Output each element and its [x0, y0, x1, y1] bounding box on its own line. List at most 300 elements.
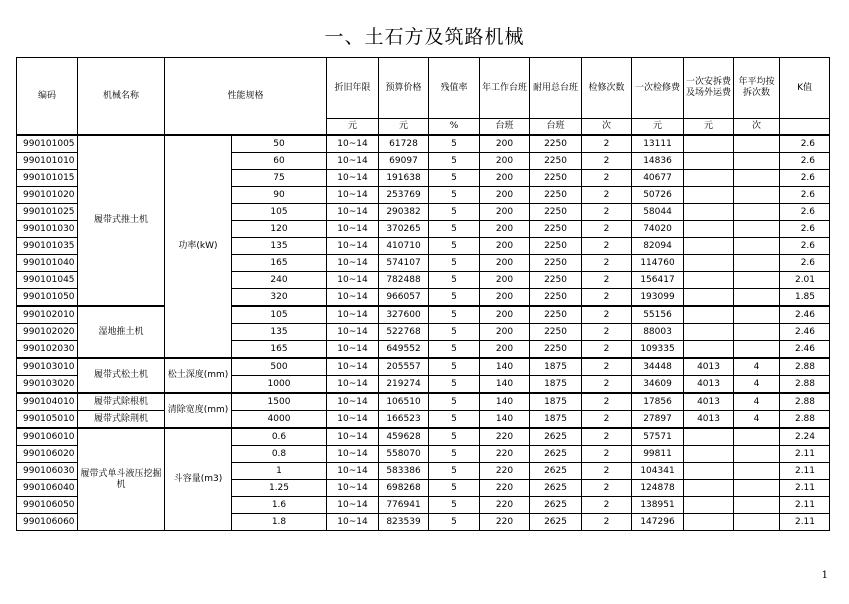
- cell-spec-param: 清除宽度(mm): [165, 393, 232, 428]
- unit-depreciation-years: 元: [327, 119, 379, 136]
- cell-budget-price: 649552: [379, 341, 429, 359]
- unit-overhaul-times: 次: [582, 119, 632, 136]
- cell-overhaul-cost: 14836: [632, 153, 684, 170]
- cell-depreciation-years: 10~14: [327, 480, 379, 497]
- header-name: 机械名称: [78, 58, 165, 136]
- cell-code: 990101040: [17, 255, 78, 272]
- cell-depreciation-years: 10~14: [327, 289, 379, 307]
- cell-k-value: 2.6: [780, 170, 830, 187]
- cell-machine-name: 履带式单斗液压挖掘机: [78, 428, 165, 531]
- cell-total-shifts: 2250: [530, 306, 582, 324]
- unit-k-value: [780, 119, 830, 136]
- cell-residual-rate: 5: [429, 238, 480, 255]
- cell-total-shifts: 2250: [530, 238, 582, 255]
- cell-avg-install-times: [734, 428, 780, 446]
- header-budget-price: 预算价格: [379, 58, 429, 119]
- cell-avg-install-times: [734, 272, 780, 289]
- cell-k-value: 2.6: [780, 135, 830, 153]
- header-overhaul-times: 检修次数: [582, 58, 632, 119]
- cell-k-value: 2.88: [780, 393, 830, 411]
- cell-code: 990101020: [17, 187, 78, 204]
- cell-budget-price: 370265: [379, 221, 429, 238]
- unit-budget-price: 元: [379, 119, 429, 136]
- cell-code: 990103020: [17, 376, 78, 394]
- table-row: [17, 393, 830, 411]
- cell-avg-install-times: [734, 463, 780, 480]
- cell-depreciation-years: 10~14: [327, 204, 379, 221]
- cell-overhaul-cost: 124878: [632, 480, 684, 497]
- cell-total-shifts: 2250: [530, 170, 582, 187]
- cell-budget-price: 290382: [379, 204, 429, 221]
- cell-depreciation-years: 10~14: [327, 170, 379, 187]
- cell-spec-value: 4000: [232, 411, 327, 429]
- cell-k-value: 2.46: [780, 341, 830, 359]
- cell-code: 990105010: [17, 411, 78, 429]
- cell-depreciation-years: 10~14: [327, 514, 379, 531]
- cell-avg-install-times: [734, 341, 780, 359]
- cell-spec-value: 1: [232, 463, 327, 480]
- cell-annual-shifts: 200: [480, 324, 530, 341]
- cell-overhaul-times: 2: [582, 358, 632, 376]
- cell-overhaul-cost: 88003: [632, 324, 684, 341]
- cell-install-fee: 4013: [684, 411, 734, 429]
- cell-residual-rate: 5: [429, 463, 480, 480]
- cell-overhaul-times: 2: [582, 324, 632, 341]
- cell-depreciation-years: 10~14: [327, 393, 379, 411]
- cell-budget-price: 698268: [379, 480, 429, 497]
- cell-annual-shifts: 220: [480, 446, 530, 463]
- unit-install-fee: 元: [684, 119, 734, 136]
- cell-annual-shifts: 140: [480, 358, 530, 376]
- cell-overhaul-cost: 193099: [632, 289, 684, 307]
- cell-code: 990103010: [17, 358, 78, 376]
- cell-spec-value: 105: [232, 306, 327, 324]
- cell-install-fee: [684, 463, 734, 480]
- cell-total-shifts: 2625: [530, 446, 582, 463]
- cell-code: 990106060: [17, 514, 78, 531]
- cell-residual-rate: 5: [429, 446, 480, 463]
- cell-residual-rate: 5: [429, 514, 480, 531]
- cell-overhaul-times: 2: [582, 187, 632, 204]
- cell-total-shifts: 2250: [530, 289, 582, 307]
- header-k-value: K值: [780, 58, 830, 119]
- cell-install-fee: [684, 187, 734, 204]
- cell-overhaul-times: 2: [582, 480, 632, 497]
- cell-k-value: 2.01: [780, 272, 830, 289]
- cell-install-fee: [684, 289, 734, 307]
- cell-annual-shifts: 200: [480, 272, 530, 289]
- cell-spec-value: 135: [232, 238, 327, 255]
- cell-annual-shifts: 200: [480, 221, 530, 238]
- cell-depreciation-years: 10~14: [327, 411, 379, 429]
- cell-residual-rate: 5: [429, 135, 480, 153]
- cell-budget-price: 253769: [379, 187, 429, 204]
- cell-spec-value: 75: [232, 170, 327, 187]
- cell-annual-shifts: 200: [480, 153, 530, 170]
- cell-overhaul-times: 2: [582, 463, 632, 480]
- cell-k-value: 2.11: [780, 446, 830, 463]
- cell-code: 990106010: [17, 428, 78, 446]
- cell-spec-value: 60: [232, 153, 327, 170]
- cell-k-value: 2.88: [780, 411, 830, 429]
- cell-k-value: 2.11: [780, 497, 830, 514]
- cell-install-fee: [684, 221, 734, 238]
- cell-k-value: 2.88: [780, 358, 830, 376]
- cell-overhaul-times: 2: [582, 153, 632, 170]
- cell-annual-shifts: 220: [480, 428, 530, 446]
- cell-overhaul-cost: 99811: [632, 446, 684, 463]
- cell-overhaul-cost: 114760: [632, 255, 684, 272]
- cell-spec-value: 1.6: [232, 497, 327, 514]
- cell-code: 990101015: [17, 170, 78, 187]
- cell-avg-install-times: [734, 446, 780, 463]
- table-row: [17, 428, 830, 446]
- cell-code: 990102030: [17, 341, 78, 359]
- cell-k-value: 2.6: [780, 238, 830, 255]
- cell-install-fee: [684, 204, 734, 221]
- cell-install-fee: [684, 306, 734, 324]
- cell-depreciation-years: 10~14: [327, 238, 379, 255]
- cell-k-value: 2.6: [780, 187, 830, 204]
- cell-residual-rate: 5: [429, 306, 480, 324]
- cell-code: 990106040: [17, 480, 78, 497]
- cell-install-fee: [684, 480, 734, 497]
- cell-k-value: 2.6: [780, 221, 830, 238]
- cell-annual-shifts: 140: [480, 411, 530, 429]
- cell-total-shifts: 1875: [530, 393, 582, 411]
- cell-spec-value: 240: [232, 272, 327, 289]
- cell-overhaul-times: 2: [582, 204, 632, 221]
- header-residual-rate: 残值率: [429, 58, 480, 119]
- cell-install-fee: 4013: [684, 358, 734, 376]
- cell-overhaul-times: 2: [582, 135, 632, 153]
- cell-budget-price: 558070: [379, 446, 429, 463]
- cell-annual-shifts: 200: [480, 135, 530, 153]
- cell-install-fee: 4013: [684, 376, 734, 394]
- cell-total-shifts: 2250: [530, 221, 582, 238]
- cell-overhaul-times: 2: [582, 428, 632, 446]
- cell-depreciation-years: 10~14: [327, 306, 379, 324]
- cell-avg-install-times: [734, 289, 780, 307]
- cell-k-value: 2.6: [780, 153, 830, 170]
- cell-residual-rate: 5: [429, 255, 480, 272]
- cell-spec-value: 50: [232, 135, 327, 153]
- cell-k-value: 2.11: [780, 463, 830, 480]
- cell-avg-install-times: 4: [734, 393, 780, 411]
- cell-budget-price: 106510: [379, 393, 429, 411]
- cell-residual-rate: 5: [429, 411, 480, 429]
- table-row: [17, 306, 830, 324]
- cell-total-shifts: 1875: [530, 376, 582, 394]
- cell-overhaul-cost: 147296: [632, 514, 684, 531]
- cell-avg-install-times: [734, 221, 780, 238]
- cell-spec-value: 90: [232, 187, 327, 204]
- cell-residual-rate: 5: [429, 358, 480, 376]
- cell-budget-price: 61728: [379, 135, 429, 153]
- cell-depreciation-years: 10~14: [327, 463, 379, 480]
- cell-residual-rate: 5: [429, 221, 480, 238]
- cell-k-value: 2.6: [780, 255, 830, 272]
- cell-overhaul-times: 2: [582, 497, 632, 514]
- cell-spec-value: 1000: [232, 376, 327, 394]
- cell-overhaul-cost: 40677: [632, 170, 684, 187]
- cell-depreciation-years: 10~14: [327, 135, 379, 153]
- cell-budget-price: 776941: [379, 497, 429, 514]
- cell-avg-install-times: 4: [734, 376, 780, 394]
- cell-annual-shifts: 220: [480, 463, 530, 480]
- cell-overhaul-times: 2: [582, 411, 632, 429]
- cell-total-shifts: 1875: [530, 358, 582, 376]
- cell-annual-shifts: 200: [480, 204, 530, 221]
- cell-k-value: 2.6: [780, 204, 830, 221]
- cell-residual-rate: 5: [429, 289, 480, 307]
- cell-machine-name: 履带式除根机: [78, 393, 165, 411]
- cell-avg-install-times: 4: [734, 411, 780, 429]
- cell-overhaul-cost: 104341: [632, 463, 684, 480]
- cell-annual-shifts: 140: [480, 393, 530, 411]
- cell-overhaul-cost: 17856: [632, 393, 684, 411]
- header-spec: 性能规格: [165, 58, 327, 136]
- cell-spec-value: 500: [232, 358, 327, 376]
- cell-install-fee: [684, 446, 734, 463]
- cell-install-fee: [684, 255, 734, 272]
- cell-spec-value: 165: [232, 341, 327, 359]
- header-annual-shifts: 年工作台班: [480, 58, 530, 119]
- cell-total-shifts: 2625: [530, 480, 582, 497]
- table-row: [17, 135, 830, 153]
- cell-k-value: 2.46: [780, 306, 830, 324]
- cell-overhaul-times: 2: [582, 376, 632, 394]
- cell-avg-install-times: [734, 153, 780, 170]
- table-row: [17, 411, 830, 429]
- cell-annual-shifts: 200: [480, 255, 530, 272]
- cell-overhaul-times: 2: [582, 306, 632, 324]
- cell-spec-param: 松土深度(mm): [165, 358, 232, 393]
- cell-depreciation-years: 10~14: [327, 255, 379, 272]
- cell-avg-install-times: [734, 324, 780, 341]
- cell-install-fee: [684, 238, 734, 255]
- cell-overhaul-cost: 82094: [632, 238, 684, 255]
- cell-code: 990101010: [17, 153, 78, 170]
- cell-total-shifts: 2250: [530, 153, 582, 170]
- cell-spec-value: 135: [232, 324, 327, 341]
- cell-overhaul-times: 2: [582, 393, 632, 411]
- cell-spec-param: 功率(kW): [165, 135, 232, 358]
- cell-budget-price: 205557: [379, 358, 429, 376]
- cell-residual-rate: 5: [429, 272, 480, 289]
- cell-budget-price: 574107: [379, 255, 429, 272]
- cell-depreciation-years: 10~14: [327, 272, 379, 289]
- cell-code: 990106020: [17, 446, 78, 463]
- cell-budget-price: 966057: [379, 289, 429, 307]
- cell-code: 990106050: [17, 497, 78, 514]
- cell-avg-install-times: [734, 514, 780, 531]
- cell-residual-rate: 5: [429, 187, 480, 204]
- cell-annual-shifts: 220: [480, 480, 530, 497]
- cell-overhaul-times: 2: [582, 289, 632, 307]
- cell-overhaul-times: 2: [582, 255, 632, 272]
- cell-budget-price: 166523: [379, 411, 429, 429]
- cell-spec-value: 105: [232, 204, 327, 221]
- cell-depreciation-years: 10~14: [327, 497, 379, 514]
- cell-overhaul-cost: 109335: [632, 341, 684, 359]
- cell-spec-param: 斗容量(m3): [165, 428, 232, 531]
- cell-annual-shifts: 220: [480, 514, 530, 531]
- cell-annual-shifts: 200: [480, 238, 530, 255]
- cell-spec-value: 0.6: [232, 428, 327, 446]
- cell-spec-value: 120: [232, 221, 327, 238]
- cell-overhaul-cost: 55156: [632, 306, 684, 324]
- cell-residual-rate: 5: [429, 376, 480, 394]
- cell-total-shifts: 2250: [530, 204, 582, 221]
- cell-total-shifts: 2625: [530, 497, 582, 514]
- cell-avg-install-times: [734, 255, 780, 272]
- cell-overhaul-times: 2: [582, 238, 632, 255]
- unit-avg-install-times: 次: [734, 119, 780, 136]
- header-code: 编码: [17, 58, 78, 136]
- cell-machine-name: 湿地推土机: [78, 306, 165, 358]
- unit-overhaul-cost: 元: [632, 119, 684, 136]
- cell-avg-install-times: [734, 170, 780, 187]
- header-row: [17, 58, 830, 119]
- cell-residual-rate: 5: [429, 428, 480, 446]
- cell-budget-price: 583386: [379, 463, 429, 480]
- table-row: [17, 358, 830, 376]
- cell-k-value: 2.11: [780, 480, 830, 497]
- cell-depreciation-years: 10~14: [327, 446, 379, 463]
- cell-residual-rate: 5: [429, 393, 480, 411]
- cell-code: 990101030: [17, 221, 78, 238]
- cell-budget-price: 327600: [379, 306, 429, 324]
- cell-spec-value: 165: [232, 255, 327, 272]
- cell-install-fee: [684, 272, 734, 289]
- header-depreciation-years: 折旧年限: [327, 58, 379, 119]
- cell-overhaul-cost: 138951: [632, 497, 684, 514]
- cell-spec-value: 1.8: [232, 514, 327, 531]
- cell-budget-price: 782488: [379, 272, 429, 289]
- cell-annual-shifts: 200: [480, 289, 530, 307]
- cell-annual-shifts: 200: [480, 341, 530, 359]
- unit-residual-rate: %: [429, 119, 480, 136]
- cell-residual-rate: 5: [429, 153, 480, 170]
- cell-overhaul-times: 2: [582, 272, 632, 289]
- cell-avg-install-times: [734, 135, 780, 153]
- cell-total-shifts: 1875: [530, 411, 582, 429]
- cell-budget-price: 410710: [379, 238, 429, 255]
- unit-total-shifts: 台班: [530, 119, 582, 136]
- cell-k-value: 2.11: [780, 514, 830, 531]
- cell-machine-name: 履带式松土机: [78, 358, 165, 393]
- cell-code: 990102010: [17, 306, 78, 324]
- cell-overhaul-cost: 13111: [632, 135, 684, 153]
- cell-k-value: 1.85: [780, 289, 830, 307]
- cell-install-fee: [684, 170, 734, 187]
- cell-install-fee: [684, 324, 734, 341]
- cell-total-shifts: 2250: [530, 272, 582, 289]
- cell-overhaul-times: 2: [582, 341, 632, 359]
- header-overhaul-cost: 一次检修费: [632, 58, 684, 119]
- cell-overhaul-cost: 50726: [632, 187, 684, 204]
- cell-total-shifts: 2250: [530, 187, 582, 204]
- cell-total-shifts: 2625: [530, 463, 582, 480]
- cell-avg-install-times: [734, 306, 780, 324]
- cell-spec-value: 1.25: [232, 480, 327, 497]
- cell-budget-price: 823539: [379, 514, 429, 531]
- cell-residual-rate: 5: [429, 204, 480, 221]
- cell-residual-rate: 5: [429, 324, 480, 341]
- cell-code: 990106030: [17, 463, 78, 480]
- cell-depreciation-years: 10~14: [327, 428, 379, 446]
- cell-k-value: 2.24: [780, 428, 830, 446]
- cell-install-fee: [684, 514, 734, 531]
- cell-spec-value: 0.8: [232, 446, 327, 463]
- cell-budget-price: 219274: [379, 376, 429, 394]
- cell-install-fee: [684, 428, 734, 446]
- cell-code: 990101045: [17, 272, 78, 289]
- cell-residual-rate: 5: [429, 341, 480, 359]
- cell-budget-price: 191638: [379, 170, 429, 187]
- cell-budget-price: 69097: [379, 153, 429, 170]
- cell-overhaul-times: 2: [582, 514, 632, 531]
- cell-k-value: 2.88: [780, 376, 830, 394]
- cell-code: 990104010: [17, 393, 78, 411]
- cell-install-fee: 4013: [684, 393, 734, 411]
- cell-overhaul-cost: 58044: [632, 204, 684, 221]
- cell-overhaul-cost: 27897: [632, 411, 684, 429]
- header-install-fee: 一次安拆费及场外运费: [684, 58, 734, 119]
- cell-depreciation-years: 10~14: [327, 376, 379, 394]
- cell-overhaul-times: 2: [582, 446, 632, 463]
- cell-code: 990102020: [17, 324, 78, 341]
- cell-annual-shifts: 200: [480, 187, 530, 204]
- cell-total-shifts: 2250: [530, 324, 582, 341]
- machinery-table: [16, 57, 830, 531]
- cell-overhaul-cost: 156417: [632, 272, 684, 289]
- cell-annual-shifts: 220: [480, 497, 530, 514]
- cell-avg-install-times: [734, 480, 780, 497]
- cell-depreciation-years: 10~14: [327, 358, 379, 376]
- cell-spec-value: 1500: [232, 393, 327, 411]
- cell-code: 990101005: [17, 135, 78, 153]
- cell-annual-shifts: 200: [480, 170, 530, 187]
- page-title: 一、土石方及筑路机械: [324, 26, 525, 48]
- cell-spec-value: 320: [232, 289, 327, 307]
- cell-code: 990101025: [17, 204, 78, 221]
- cell-install-fee: [684, 153, 734, 170]
- cell-residual-rate: 5: [429, 170, 480, 187]
- cell-k-value: 2.46: [780, 324, 830, 341]
- cell-budget-price: 459628: [379, 428, 429, 446]
- cell-annual-shifts: 200: [480, 306, 530, 324]
- cell-overhaul-times: 2: [582, 170, 632, 187]
- cell-avg-install-times: [734, 497, 780, 514]
- cell-overhaul-times: 2: [582, 221, 632, 238]
- cell-depreciation-years: 10~14: [327, 153, 379, 170]
- cell-total-shifts: 2625: [530, 514, 582, 531]
- cell-install-fee: [684, 135, 734, 153]
- cell-depreciation-years: 10~14: [327, 187, 379, 204]
- cell-total-shifts: 2250: [530, 135, 582, 153]
- cell-machine-name: 履带式推土机: [78, 135, 165, 306]
- cell-depreciation-years: 10~14: [327, 221, 379, 238]
- cell-depreciation-years: 10~14: [327, 324, 379, 341]
- cell-overhaul-cost: 57571: [632, 428, 684, 446]
- cell-residual-rate: 5: [429, 497, 480, 514]
- cell-avg-install-times: [734, 238, 780, 255]
- page-number: 1: [821, 570, 828, 581]
- cell-overhaul-cost: 34609: [632, 376, 684, 394]
- cell-code: 990101050: [17, 289, 78, 307]
